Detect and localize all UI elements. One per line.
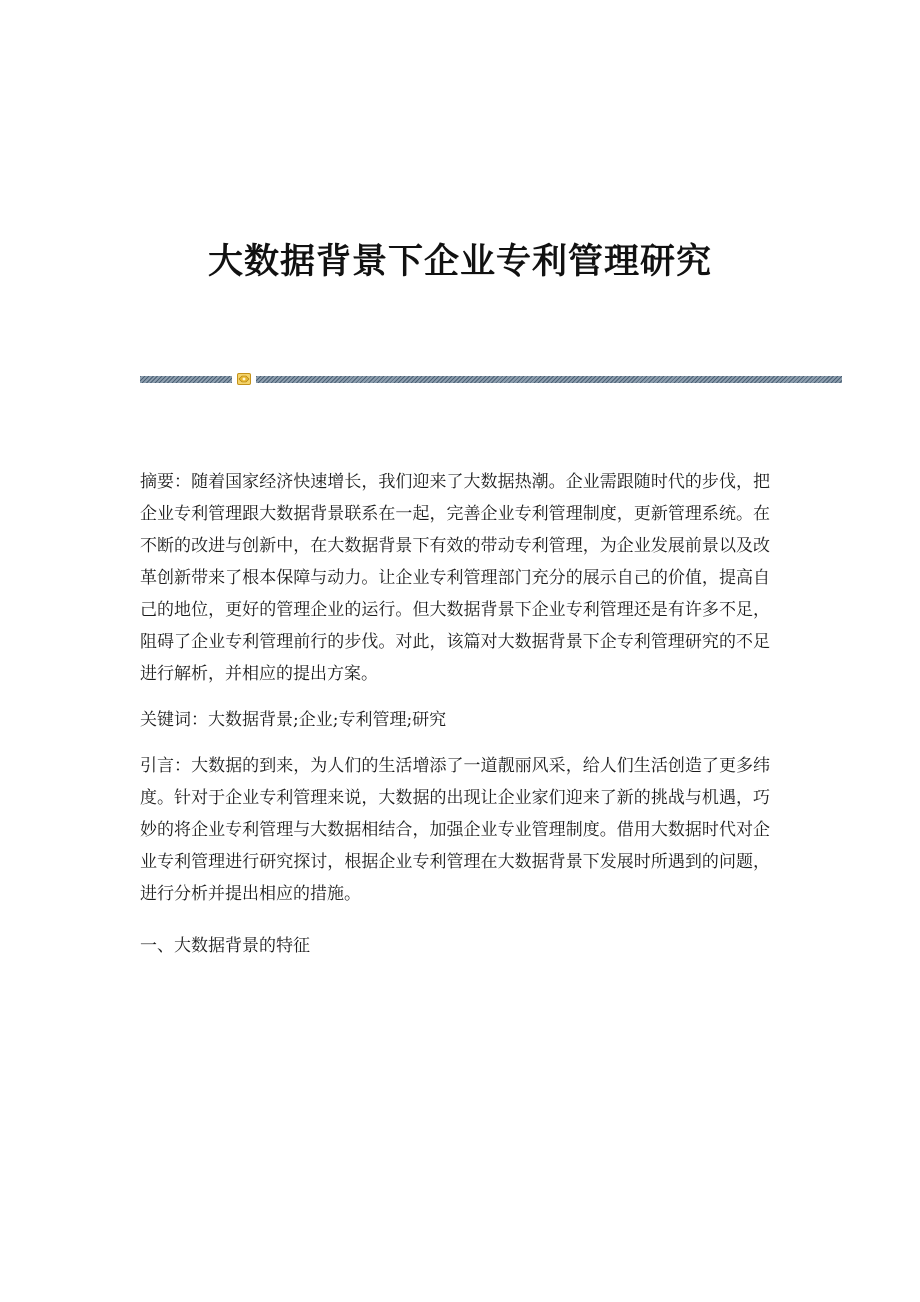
- introduction-paragraph: 引言：大数据的到来，为人们的生活增添了一道靓丽风采，给人们生活创造了更多纬度。针对于企业专利管理来说，大数据的出现让企业家们迎来了新的挑战与机遇，巧妙的将企业专利管理与大数据相结合，加强企业专业管理制度。借用大数据时代对企业专利管理进行研究探讨，根据企业专利管理在大数据背景下发展时所遇到的问题，进行分析并提出相应的措施。: [140, 756, 770, 904]
- keywords-paragraph: 关键词：大数据背景;企业;专利管理;研究: [140, 710, 447, 730]
- decorative-emblem-icon: [237, 373, 251, 385]
- title-divider: [140, 376, 842, 384]
- divider-bar-left: [140, 376, 232, 383]
- section-heading: 一、大数据背景的特征: [140, 936, 310, 956]
- document-title: 大数据背景下企业专利管理研究: [207, 241, 712, 283]
- document-body: [140, 466, 770, 962]
- divider-bar-right: [256, 376, 842, 383]
- abstract-paragraph: 摘要：随着国家经济快速增长，我们迎来了大数据热潮。企业需跟随时代的步伐，把企业专利管理跟大数据背景联系在一起，完善企业专利管理制度，更新管理系统。在不断的改进与创新中，在大数据背景下有效的带动专利管理，为企业发展前景以及改革创新带来了根本保障与动力。让企业专利管理部门充分的展示自己的价值，提高自己的地位，更好的管理企业的运行。但大数据背景下企业专利管理还是有许多不足，阻碍了企业专利管理前行的步伐。对此，该篇对大数据背景下企专利管理研究的不足进行解析，并相应的提出方案。: [140, 472, 770, 684]
